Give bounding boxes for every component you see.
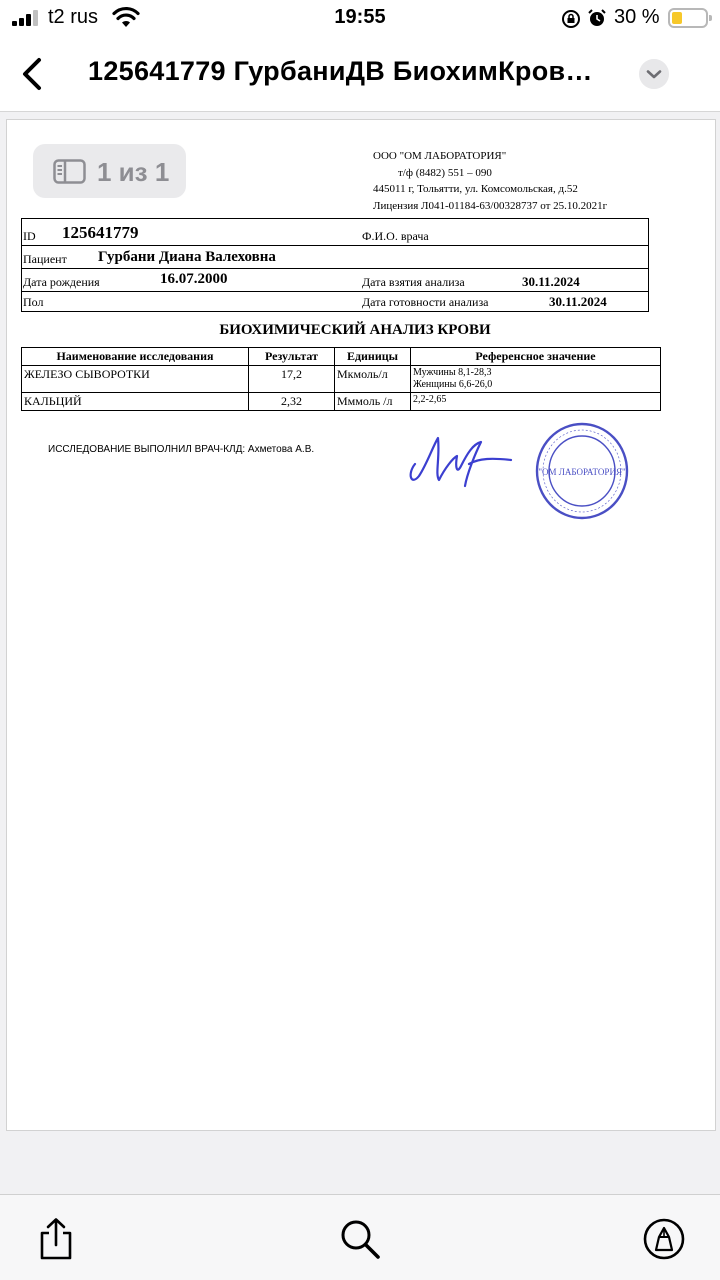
markup-icon[interactable] (642, 1217, 686, 1261)
taken-value: 30.11.2024 (522, 274, 580, 289)
doctor-label: Ф.И.О. врача (362, 229, 429, 243)
sex-label: Пол (23, 295, 44, 309)
search-icon[interactable] (338, 1217, 382, 1261)
chevron-down-icon[interactable] (639, 59, 669, 89)
lab-name: ООО "ОМ ЛАБОРАТОРИЯ" (373, 150, 507, 162)
id-value: 125641779 (62, 223, 139, 242)
share-icon[interactable] (34, 1217, 78, 1261)
document-title[interactable]: 125641779 ГурбаниДВ БиохимКров… (88, 56, 593, 86)
page-counter-label: 1 из 1 (97, 157, 170, 187)
navigation-bar (0, 40, 720, 112)
clock: 19:55 (334, 6, 386, 28)
lab-phone: т/ф (8482) 551 – 090 (398, 167, 492, 179)
table-header-row (22, 348, 661, 366)
reference-line: 2,2-2,65 (413, 394, 447, 405)
lab-address: 445011 г, Тольятти, ул. Комсомольская, д.52 (373, 183, 578, 195)
taken-label: Дата взятия анализа (362, 275, 465, 289)
patient-name: Гурбани Диана Валеховна (98, 249, 276, 265)
test-result: 2,32 (249, 393, 335, 411)
test-unit: Мкмоль/л (335, 366, 411, 393)
battery-percent: 30 % (614, 6, 660, 28)
column-header-reference: Референсное значение (411, 348, 661, 366)
battery-icon (668, 8, 708, 28)
performed-by: ИССЛЕДОВАНИЕ ВЫПОЛНИЛ ВРАЧ-КЛД: Ахметова А.В. (48, 444, 315, 455)
dob-value: 16.07.2000 (160, 271, 228, 287)
svg-text:"ОМ ЛАБОРАТОРИЯ": "ОМ ЛАБОРАТОРИЯ" (538, 467, 626, 477)
reference-line: Женщины 6,6-26,0 (413, 379, 493, 390)
lab-license: Лицензия Л041-01184-63/00328737 от 25.10.2021г (373, 200, 608, 212)
signature-image (405, 424, 517, 490)
page-counter[interactable] (33, 144, 186, 198)
column-header-name: Наименование исследования (22, 348, 249, 366)
sidebar-icon (53, 159, 86, 184)
table-row (22, 393, 661, 411)
test-name: ЖЕЛЕЗО СЫВОРОТКИ (22, 366, 249, 393)
analysis-title: БИОХИМИЧЕСКИЙ АНАЛИЗ КРОВИ (219, 322, 491, 338)
column-header-unit: Единицы (335, 348, 411, 366)
ready-value: 30.11.2024 (549, 294, 607, 309)
alarm-icon (587, 8, 607, 28)
test-reference (411, 366, 661, 393)
bottom-toolbar (0, 1194, 720, 1280)
id-label: ID (23, 229, 36, 243)
status-bar (0, 0, 720, 40)
carrier-name: t2 rus (48, 6, 99, 28)
test-name: КАЛЬЦИЙ (22, 393, 249, 411)
battery-level (672, 12, 682, 24)
orientation-lock-icon (561, 9, 581, 29)
results-table (21, 347, 661, 411)
lab-stamp-image (535, 422, 629, 520)
test-reference (411, 393, 661, 411)
dob-label: Дата рождения (23, 275, 100, 289)
reference-line: Мужчины 8,1-28,3 (413, 367, 492, 378)
table-row (22, 366, 661, 393)
patient-label: Пациент (23, 252, 67, 266)
test-result: 17,2 (249, 366, 335, 393)
chevron-left-icon[interactable] (14, 52, 54, 96)
ready-label: Дата готовности анализа (362, 295, 489, 309)
column-header-result: Результат (249, 348, 335, 366)
test-unit: Мммоль /л (335, 393, 411, 411)
